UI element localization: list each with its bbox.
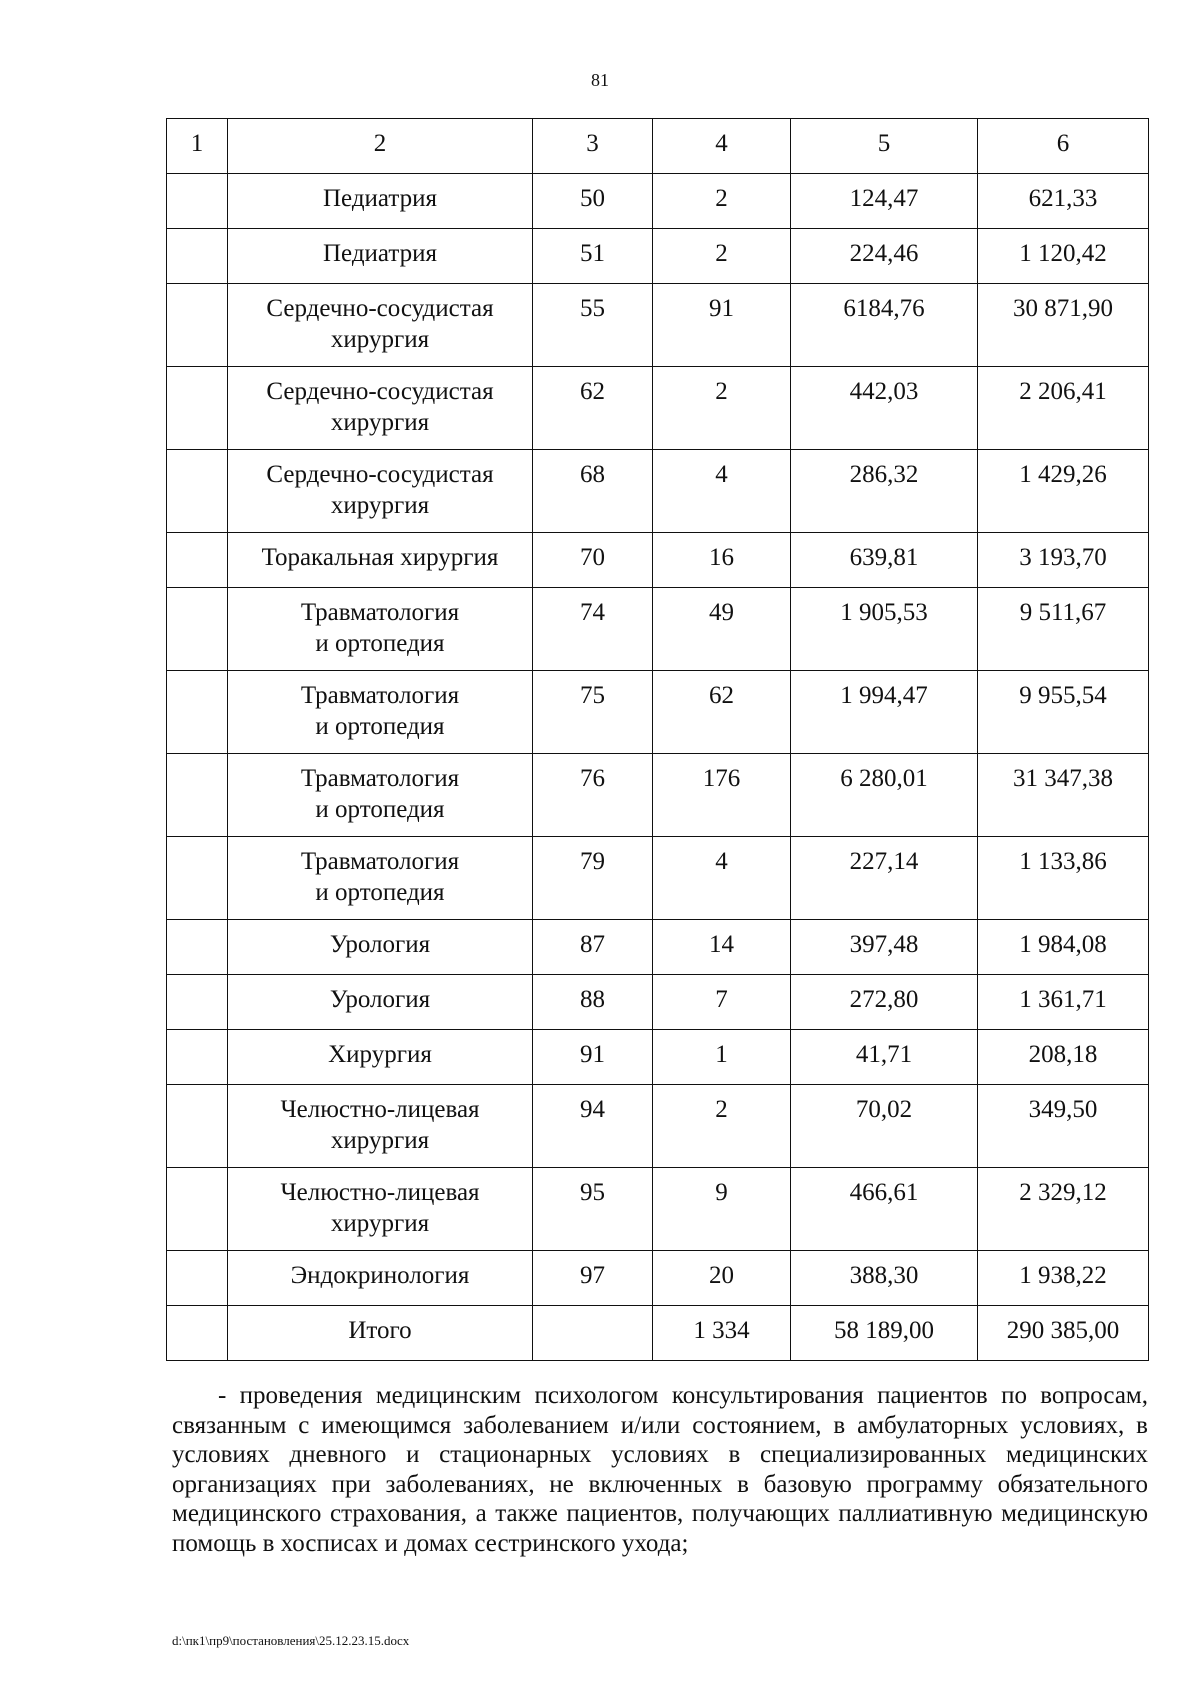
table-cell-col6: 1 361,71 [978, 975, 1149, 1030]
table-cell-col3: 62 [533, 367, 653, 450]
table-cell-col5: 41,71 [791, 1030, 978, 1085]
table-cell-col3: 74 [533, 588, 653, 671]
column-header: 1 [167, 119, 228, 174]
table-cell-col2: Травматология и ортопедия [228, 671, 533, 754]
table-row [167, 975, 1149, 1030]
table-cell-col1 [167, 1306, 228, 1361]
table-cell-col6: 9 511,67 [978, 588, 1149, 671]
table-cell-col5: 286,32 [791, 450, 978, 533]
table-cell-col1 [167, 1168, 228, 1251]
table-cell-col3: 87 [533, 920, 653, 975]
table-row [167, 533, 1149, 588]
table-cell-col3: 79 [533, 837, 653, 920]
table-cell-col4: 91 [653, 284, 791, 367]
table-row [167, 284, 1149, 367]
table-cell-col6: 9 955,54 [978, 671, 1149, 754]
table-cell-col3: 88 [533, 975, 653, 1030]
table-cell-col6: 1 429,26 [978, 450, 1149, 533]
table-row [167, 1168, 1149, 1251]
table-cell-col5: 6 280,01 [791, 754, 978, 837]
table-cell-col3: 91 [533, 1030, 653, 1085]
table-cell-col1 [167, 1030, 228, 1085]
table-cell-col4: 1 334 [653, 1306, 791, 1361]
table-cell-col5: 272,80 [791, 975, 978, 1030]
table-row [167, 837, 1149, 920]
table-cell-col4: 2 [653, 367, 791, 450]
table-cell-col1 [167, 450, 228, 533]
table-cell-col1 [167, 174, 228, 229]
table-cell-col3: 51 [533, 229, 653, 284]
table-cell-col6: 2 329,12 [978, 1168, 1149, 1251]
data-table [166, 118, 1149, 1361]
table-cell-col5: 397,48 [791, 920, 978, 975]
table-cell-col1 [167, 837, 228, 920]
table-cell-col6: 290 385,00 [978, 1306, 1149, 1361]
table-cell-col5: 58 189,00 [791, 1306, 978, 1361]
table-cell-col4: 62 [653, 671, 791, 754]
table-row [167, 588, 1149, 671]
table-cell-col2: Педиатрия [228, 174, 533, 229]
table-cell-col6: 1 984,08 [978, 920, 1149, 975]
column-header: 2 [228, 119, 533, 174]
table-cell-col3: 50 [533, 174, 653, 229]
table-row [167, 1251, 1149, 1306]
table-cell-col5: 124,47 [791, 174, 978, 229]
table-cell-col6: 2 206,41 [978, 367, 1149, 450]
table-cell-col5: 1 905,53 [791, 588, 978, 671]
table-row [167, 1306, 1149, 1361]
table-row [167, 671, 1149, 754]
table-cell-col5: 70,02 [791, 1085, 978, 1168]
table-cell-col4: 2 [653, 174, 791, 229]
table-cell-col2: Травматология и ортопедия [228, 754, 533, 837]
table-cell-col1 [167, 367, 228, 450]
table-cell-col2: Урология [228, 920, 533, 975]
table-cell-col5: 466,61 [791, 1168, 978, 1251]
table-row [167, 229, 1149, 284]
table-cell-col2: Челюстно-лицевая хирургия [228, 1085, 533, 1168]
table-cell-col1 [167, 284, 228, 367]
table-cell-col1 [167, 533, 228, 588]
table-cell-col2: Эндокринология [228, 1251, 533, 1306]
table-cell-col6: 1 120,42 [978, 229, 1149, 284]
table-cell-col4: 176 [653, 754, 791, 837]
table-cell-col1 [167, 975, 228, 1030]
table-cell-col1 [167, 588, 228, 671]
table-cell-col4: 16 [653, 533, 791, 588]
table-cell-col5: 442,03 [791, 367, 978, 450]
table-cell-col6: 30 871,90 [978, 284, 1149, 367]
table-cell-col4: 2 [653, 229, 791, 284]
table-cell-col3: 68 [533, 450, 653, 533]
body-paragraph [172, 1381, 1148, 1558]
table-cell-col2: Травматология и ортопедия [228, 837, 533, 920]
table-cell-col2: Сердечно-сосудистая хирургия [228, 450, 533, 533]
column-header: 5 [791, 119, 978, 174]
table-cell-col1 [167, 754, 228, 837]
table-cell-col4: 14 [653, 920, 791, 975]
table-cell-col3: 97 [533, 1251, 653, 1306]
table-row [167, 174, 1149, 229]
table-cell-col3: 95 [533, 1168, 653, 1251]
table-cell-col4: 4 [653, 837, 791, 920]
table-cell-col4: 7 [653, 975, 791, 1030]
table-cell-col3 [533, 1306, 653, 1361]
table-cell-col2: Торакальная хирургия [228, 533, 533, 588]
table-row [167, 754, 1149, 837]
table-cell-col2: Сердечно-сосудистая хирургия [228, 367, 533, 450]
header-row [167, 119, 1149, 174]
table-cell-col4: 9 [653, 1168, 791, 1251]
table-cell-col4: 49 [653, 588, 791, 671]
table-cell-col1 [167, 229, 228, 284]
file-path-footer: d:\пк1\пр9\постановления\25.12.23.15.docx [172, 1633, 410, 1648]
table-cell-col3: 76 [533, 754, 653, 837]
table-header [167, 119, 1149, 174]
table-cell-col5: 388,30 [791, 1251, 978, 1306]
table-cell-col5: 227,14 [791, 837, 978, 920]
table-cell-col6: 208,18 [978, 1030, 1149, 1085]
table-cell-col1 [167, 1085, 228, 1168]
table-cell-col5: 224,46 [791, 229, 978, 284]
table-cell-col4: 20 [653, 1251, 791, 1306]
table-cell-col2: Хирургия [228, 1030, 533, 1085]
table-cell-col5: 639,81 [791, 533, 978, 588]
table-body [167, 174, 1149, 1361]
table-cell-col2: Педиатрия [228, 229, 533, 284]
table-row [167, 1085, 1149, 1168]
table-row [167, 1030, 1149, 1085]
table-row [167, 367, 1149, 450]
table-cell-col2: Урология [228, 975, 533, 1030]
table-cell-col3: 94 [533, 1085, 653, 1168]
table-cell-col3: 75 [533, 671, 653, 754]
table-cell-col6: 349,50 [978, 1085, 1149, 1168]
table-cell-col2: Сердечно-сосудистая хирургия [228, 284, 533, 367]
table-cell-col2: Челюстно-лицевая хирургия [228, 1168, 533, 1251]
table-cell-col4: 1 [653, 1030, 791, 1085]
page-number: 81 [591, 70, 609, 90]
table-cell-col5: 1 994,47 [791, 671, 978, 754]
table-cell-col1 [167, 920, 228, 975]
table-cell-col3: 55 [533, 284, 653, 367]
table-cell-col6: 1 938,22 [978, 1251, 1149, 1306]
column-header: 4 [653, 119, 791, 174]
table-row [167, 920, 1149, 975]
table-row [167, 450, 1149, 533]
table-cell-col2: Травматология и ортопедия [228, 588, 533, 671]
paragraph-text: - проведения медицинским психологом консультирования пациентов по вопросам, связанным с имеющимся заболеванием и/или состоянием, в амбулаторных условиях, в условиях дневного и стационарных условиях в специализированных медицинских организациях при заболеваниях, не включенных в базовую программу обязательного медицинского страхования, а также пациентов, получающих паллиативную медицинскую помощь в хосписах и домах сестринского ухода; [172, 1382, 1148, 1557]
table-cell-col3: 70 [533, 533, 653, 588]
table-cell-col6: 3 193,70 [978, 533, 1149, 588]
column-header: 3 [533, 119, 653, 174]
table-cell-col1 [167, 671, 228, 754]
table-cell-col6: 31 347,38 [978, 754, 1149, 837]
table-cell-col4: 2 [653, 1085, 791, 1168]
table-cell-col4: 4 [653, 450, 791, 533]
table-cell-col2: Итого [228, 1306, 533, 1361]
table-cell-col6: 621,33 [978, 174, 1149, 229]
column-header: 6 [978, 119, 1149, 174]
table-cell-col1 [167, 1251, 228, 1306]
table-cell-col5: 6184,76 [791, 284, 978, 367]
table-cell-col6: 1 133,86 [978, 837, 1149, 920]
